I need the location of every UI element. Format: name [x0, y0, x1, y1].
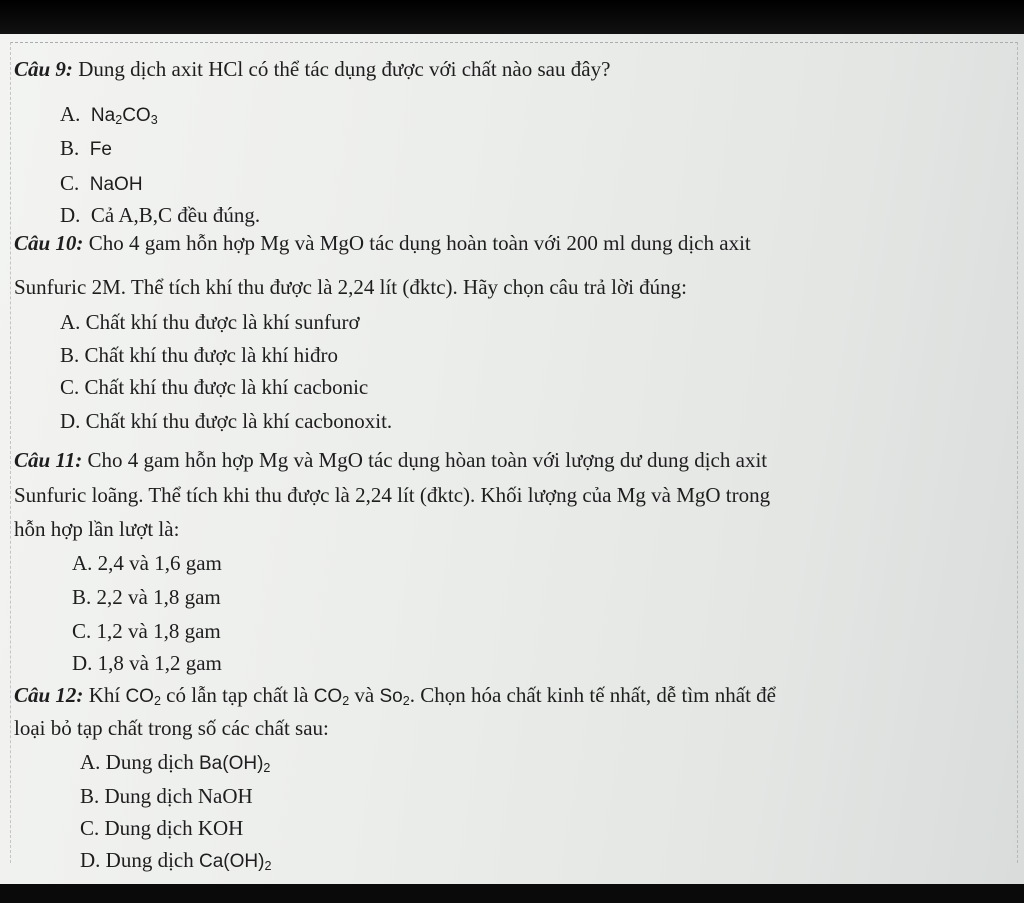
q9-option-d: D. Cả A,B,C đều đúng.	[60, 203, 261, 227]
q12-option-d: D. Dung dịch $Ca(OH)_2$	[80, 848, 272, 874]
co2-formula: $CO_2$	[125, 686, 161, 709]
q10-option-b: B. Chất khí thu được là khí hiđro	[60, 343, 338, 367]
question-10-stem-line-2: Sunfuric 2M. Thể tích khí thu được là 2,24 lít (đktc). Hãy chọn câu trả lời đúng:	[14, 275, 687, 299]
q10-option-a: A. Chất khí thu được là khí sunfurơ	[60, 310, 360, 334]
ba-oh-2-formula: $Ba(OH)_2$	[199, 753, 271, 776]
top-dark-band	[0, 0, 1024, 34]
q9-option-c: C. NaOH	[60, 171, 143, 195]
q12-option-a: A. Dung dịch $Ba(OH)_2$	[80, 750, 271, 776]
q9-option-a-formula: $Na_2CO_3$	[90, 105, 158, 128]
question-12-label: Câu 12:	[14, 683, 84, 707]
q10-option-d: D. Chất khí thu được là khí cacbonoxit.	[60, 409, 393, 433]
ca-oh-2-formula: $Ca(OH)_2$	[199, 851, 272, 874]
q10-option-c: C. Chất khí thu được là khí cacbonic	[60, 375, 369, 399]
co2-formula-2: $CO_2$	[313, 686, 350, 709]
q9-option-a: A. $Na_2CO_3$	[60, 102, 158, 128]
q12-option-b: B. Dung dịch NaOH	[80, 784, 253, 808]
question-11-label: Câu 11:	[14, 448, 83, 472]
q11-option-d: D. 1,8 và 1,2 gam	[72, 651, 222, 675]
document-page	[0, 34, 1024, 884]
q11-option-c: C. 1,2 và 1,8 gam	[72, 619, 221, 643]
question-9-text: Dung dịch axit HCl có thể tác dụng được với chất nào sau đây?	[72, 57, 611, 81]
q9-option-b: B. Fe	[60, 136, 112, 160]
q11-option-a: A. 2,4 và 1,6 gam	[72, 551, 222, 575]
q12-option-c: C. Dung dịch KOH	[80, 816, 244, 840]
question-12-stem-line-1: Câu 12: Khí $CO_2$ có lẫn tạp chất là $CO_2$ và $So_2$. Chọn hóa chất kinh tế nhất, dễ tìm nhất để	[14, 683, 776, 709]
question-11-stem-line-2: Sunfuric loãng. Thể tích khi thu được là 2,24 lít (đktc). Khối lượng của Mg và MgO trong	[14, 483, 771, 507]
question-12-stem-line-2: loại bỏ tạp chất trong số các chất sau:	[14, 716, 329, 740]
bottom-dark-band	[0, 884, 1024, 903]
so2-formula: $So_2$	[379, 686, 410, 709]
question-9-label: Câu 9:	[14, 57, 73, 81]
question-11-stem-line-3: hỗn hợp lần lượt là:	[14, 517, 180, 541]
question-10-label: Câu 10:	[14, 231, 84, 255]
q11-option-b: B. 2,2 và 1,8 gam	[72, 585, 221, 609]
question-11-stem-line-1: Câu 11: Cho 4 gam hỗn hợp Mg và MgO tác dụng hòan toàn với lượng dư dung dịch axit	[14, 448, 768, 472]
question-9-stem	[14, 56, 610, 82]
question-10-stem-line-1: Câu 10: Cho 4 gam hỗn hợp Mg và MgO tác dụng hoàn toàn với 200 ml dung dịch axit	[14, 231, 751, 255]
